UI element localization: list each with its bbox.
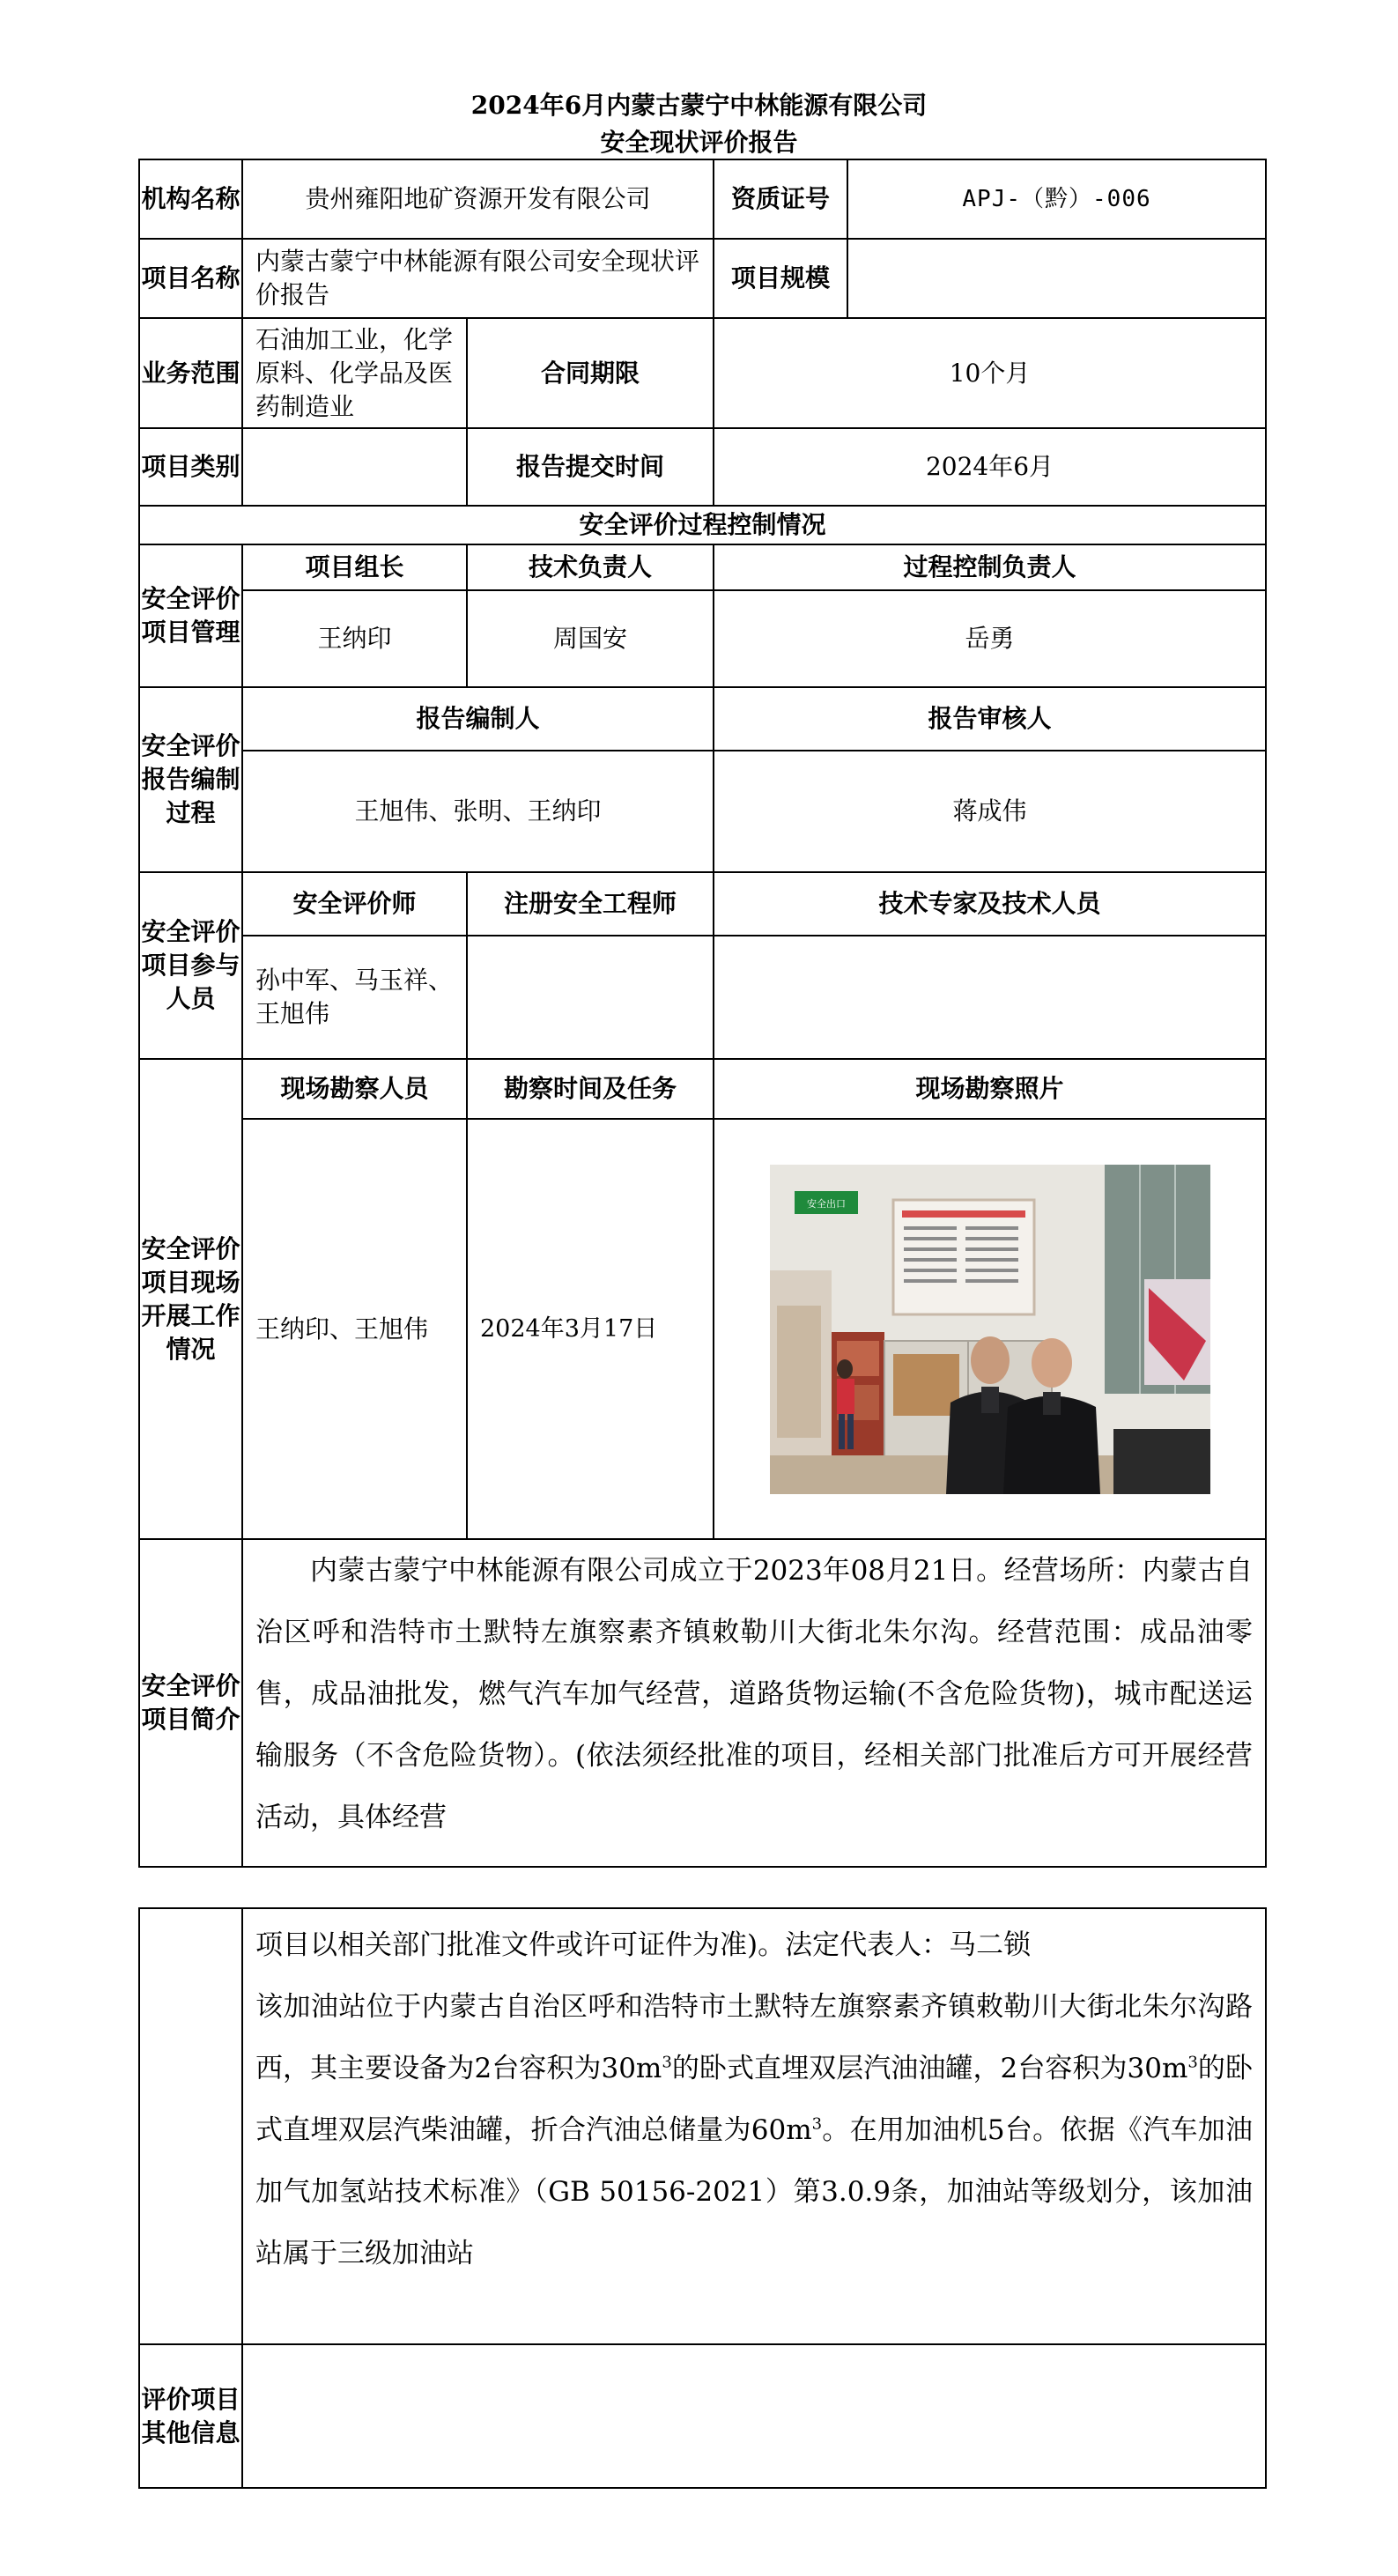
compilation-header-author: 报告编制人 <box>242 687 714 751</box>
site-label: 安全评价项目现场开展工作情况 <box>139 1059 242 1539</box>
management-control: 岳勇 <box>714 590 1266 687</box>
participants-engineers <box>467 936 714 1059</box>
project-name-value: 内蒙古蒙宁中林能源有限公司安全现状评价报告 <box>242 239 714 318</box>
intro-continued-cell <box>242 1908 1266 2344</box>
row-business <box>139 318 1266 428</box>
row-management-headers <box>139 544 1266 590</box>
scale-label: 项目规模 <box>714 239 847 318</box>
intro-paragraph-2: 项目以相关部门批准文件或许可证件为准)。法定代表人：马二锁 <box>255 1929 1032 1961</box>
participants-header-engineer: 注册安全工程师 <box>467 872 714 936</box>
other-info-value <box>242 2344 1266 2488</box>
business-label: 业务范围 <box>139 318 242 428</box>
participants-evaluators: 孙中军、马玉祥、王旭伟 <box>242 936 467 1059</box>
management-leader: 王纳印 <box>242 590 467 687</box>
management-tech: 周国安 <box>467 590 714 687</box>
participants-header-expert: 技术专家及技术人员 <box>714 872 1266 936</box>
cert-label: 资质证号 <box>714 159 847 239</box>
contract-label: 合同期限 <box>467 318 714 428</box>
org-name-label: 机构名称 <box>139 159 242 239</box>
other-info-label: 评价项目其他信息 <box>139 2344 242 2488</box>
site-photo <box>770 1165 1210 1494</box>
participants-label: 安全评价项目参与人员 <box>139 872 242 1059</box>
document-title-line2: 安全现状评价报告 <box>600 128 798 157</box>
site-people: 王纳印、王旭伟 <box>242 1119 467 1539</box>
row-other-info <box>139 2344 1266 2488</box>
project-name-label: 项目名称 <box>139 239 242 318</box>
row-compilation-headers <box>139 687 1266 751</box>
continuation-table <box>138 1907 1267 2489</box>
intro-cell <box>242 1539 1266 1867</box>
row-project-name <box>139 239 1266 318</box>
participants-header-evaluator: 安全评价师 <box>242 872 467 936</box>
management-header-tech: 技术负责人 <box>467 544 714 590</box>
submit-value: 2024年6月 <box>714 428 1266 506</box>
row-intro-continued <box>139 1908 1266 2344</box>
evaluation-table <box>138 159 1267 1868</box>
row-site-values <box>139 1119 1266 1539</box>
business-value: 石油加工业，化学原料、化学品及医药制造业 <box>242 318 467 428</box>
row-category <box>139 428 1266 506</box>
participants-experts <box>714 936 1266 1059</box>
site-photo-image <box>770 1165 1210 1494</box>
management-header-control: 过程控制负责人 <box>714 544 1266 590</box>
site-time: 2024年3月17日 <box>467 1119 714 1539</box>
row-org <box>139 159 1266 239</box>
row-participants-values <box>139 936 1266 1059</box>
compilation-label: 安全评价报告编制过程 <box>139 687 242 872</box>
document-title-line1: 2024年6月内蒙古蒙宁中林能源有限公司 <box>470 91 928 120</box>
site-photo-cell <box>714 1119 1266 1539</box>
scale-value <box>847 239 1266 318</box>
category-label: 项目类别 <box>139 428 242 506</box>
exit-sign-text: 安全出口 <box>806 1197 846 1210</box>
intro-continued-label <box>139 1908 242 2344</box>
row-intro <box>139 1539 1266 1867</box>
org-name-value: 贵州雍阳地矿资源开发有限公司 <box>242 159 714 239</box>
row-management-values <box>139 590 1266 687</box>
row-site-headers <box>139 1059 1266 1119</box>
compilation-authors: 王旭伟、张明、王纳印 <box>242 751 714 872</box>
intro-paragraph-1: 内蒙古蒙宁中林能源有限公司成立于2023年08月21日。经营场所：内蒙古自治区呼和浩特市土默特左旗察素齐镇敕勒川大街北朱尔沟。经营范围：成品油零售，成品油批发，燃气汽车加气经营，道路货物运输(不含危险货物)，城市配送运输服务（不含危险货物）。(依法须经批准的项目，经相关部门批准后方可开展经营活动，具体经营 <box>255 1555 1254 1833</box>
site-header-people: 现场勘察人员 <box>242 1059 467 1119</box>
row-participants-headers <box>139 872 1266 936</box>
contract-value: 10个月 <box>714 318 1266 428</box>
row-compilation-values <box>139 751 1266 872</box>
intro-paragraph-3: 该加油站位于内蒙古自治区呼和浩特市土默特左旗察素齐镇敕勒川大街北朱尔沟路西，其主要设备为2台容积为$30m^3$的卧式直埋双层汽油油罐，2台容积为$30m^3$的卧式直埋双层汽柴油罐，折合汽油总储量为$60m^3$。在用加油机5台。依据《汽车加油加气加氢站技术标准》（GB 50156-2021）第3.0.9条，加油站等级划分，该加油站属于三级加油站 <box>255 1991 1253 2269</box>
site-header-time: 勘察时间及任务 <box>467 1059 714 1119</box>
management-header-leader: 项目组长 <box>242 544 467 590</box>
cert-value: APJ-（黔）-006 <box>847 159 1266 239</box>
category-value <box>242 428 467 506</box>
section-title: 安全评价过程控制情况 <box>139 506 1266 544</box>
submit-label: 报告提交时间 <box>467 428 714 506</box>
row-section-title <box>139 506 1266 544</box>
intro-label: 安全评价项目简介 <box>139 1539 242 1867</box>
management-label: 安全评价项目管理 <box>139 544 242 687</box>
site-header-photo: 现场勘察照片 <box>714 1059 1266 1119</box>
compilation-header-reviewer: 报告审核人 <box>714 687 1266 751</box>
compilation-reviewer: 蒋成伟 <box>714 751 1266 872</box>
